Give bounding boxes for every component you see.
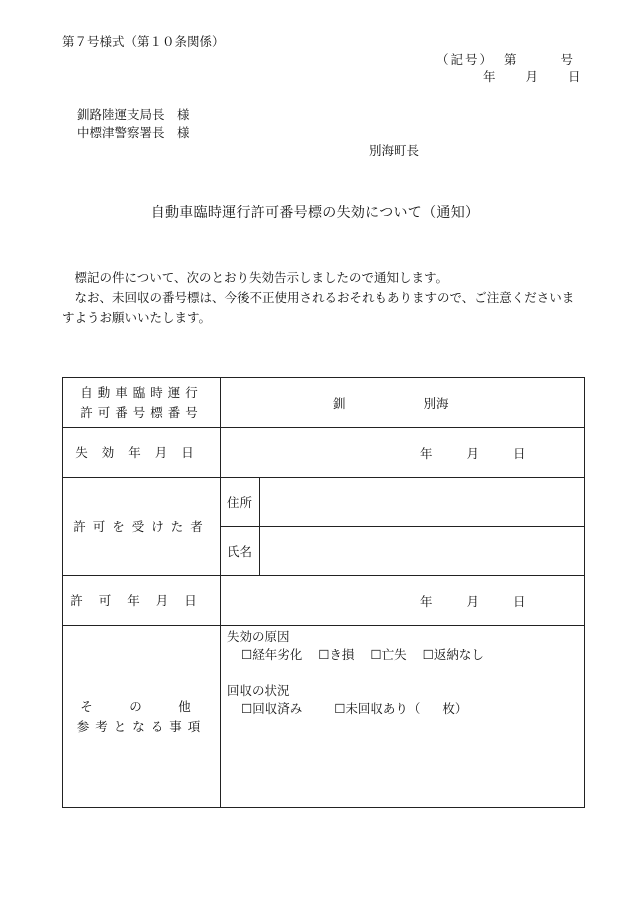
expiry-date-value[interactable]: 年 月 日 — [221, 428, 585, 478]
ref-go: 号 — [560, 52, 574, 67]
issue-date — [483, 69, 581, 85]
issue-date-month: 月 — [525, 69, 539, 84]
cause-checkbox-lost[interactable]: ☐亡失 — [370, 647, 407, 662]
other-notes-label: そ の 他 参考となる事項 — [63, 626, 221, 808]
notice-table — [62, 377, 585, 808]
issue-date-year: 年 — [483, 69, 496, 84]
plate-number-label: 自動車臨時運行 許可番号標番号 — [63, 378, 221, 428]
address-field[interactable] — [260, 478, 585, 527]
addressee-2: 中標津警察署長 様 — [77, 125, 190, 140]
form-number: 第７号様式（第１０条関係） — [62, 34, 225, 49]
cause-checkbox-aging[interactable]: ☐経年劣化 — [241, 647, 303, 662]
plate-number-value[interactable] — [221, 378, 585, 428]
name-field[interactable] — [260, 527, 585, 576]
cause-options — [227, 646, 578, 664]
recovery-heading: 回収の状況 — [227, 683, 290, 698]
other-notes-value — [221, 626, 585, 808]
cause-checkbox-not-returned[interactable]: ☐返納なし — [422, 647, 484, 662]
expiry-date-label: 失効年月日 — [63, 428, 221, 478]
body-paragraph-1: 標記の件について、次のとおり失効告示しましたので通知します。 — [74, 270, 449, 285]
recovery-checkbox-done[interactable]: ☐回収済み — [241, 701, 303, 716]
recovery-count-suffix: 枚） — [442, 701, 468, 716]
addressee-1: 釧路陸運支局長 様 — [77, 107, 190, 122]
body-text — [62, 268, 584, 328]
permit-date-value[interactable]: 年 月 日 — [221, 576, 585, 626]
plate-region-kushiro: 釧 — [333, 395, 346, 411]
ref-symbol: （記号） — [436, 52, 495, 67]
issue-date-day: 日 — [568, 69, 581, 84]
cause-heading: 失効の原因 — [227, 629, 290, 644]
ref-dai: 第 — [504, 52, 517, 67]
sender: 別海町長 — [369, 143, 420, 158]
recovery-checkbox-not[interactable]: ☐未回収あり（ — [334, 701, 421, 716]
permit-holder-label: 許可を受けた者 — [63, 478, 221, 576]
name-label: 氏名 — [221, 527, 260, 576]
reference-number — [436, 52, 573, 68]
document-title: 自動車臨時運行許可番号標の失効について（通知） — [150, 205, 480, 221]
cause-checkbox-damage[interactable]: ☐き損 — [318, 647, 355, 662]
body-paragraph-2: なお、未回収の番号標は、今後不正使用されるおそれもありますので、ご注意くださいますようお願いいたします。 — [62, 290, 575, 325]
plate-region-betsukai: 別海 — [423, 395, 449, 411]
permit-date-label: 許可年月日 — [63, 576, 221, 626]
address-label: 住所 — [221, 478, 260, 527]
recovery-options — [227, 700, 578, 718]
